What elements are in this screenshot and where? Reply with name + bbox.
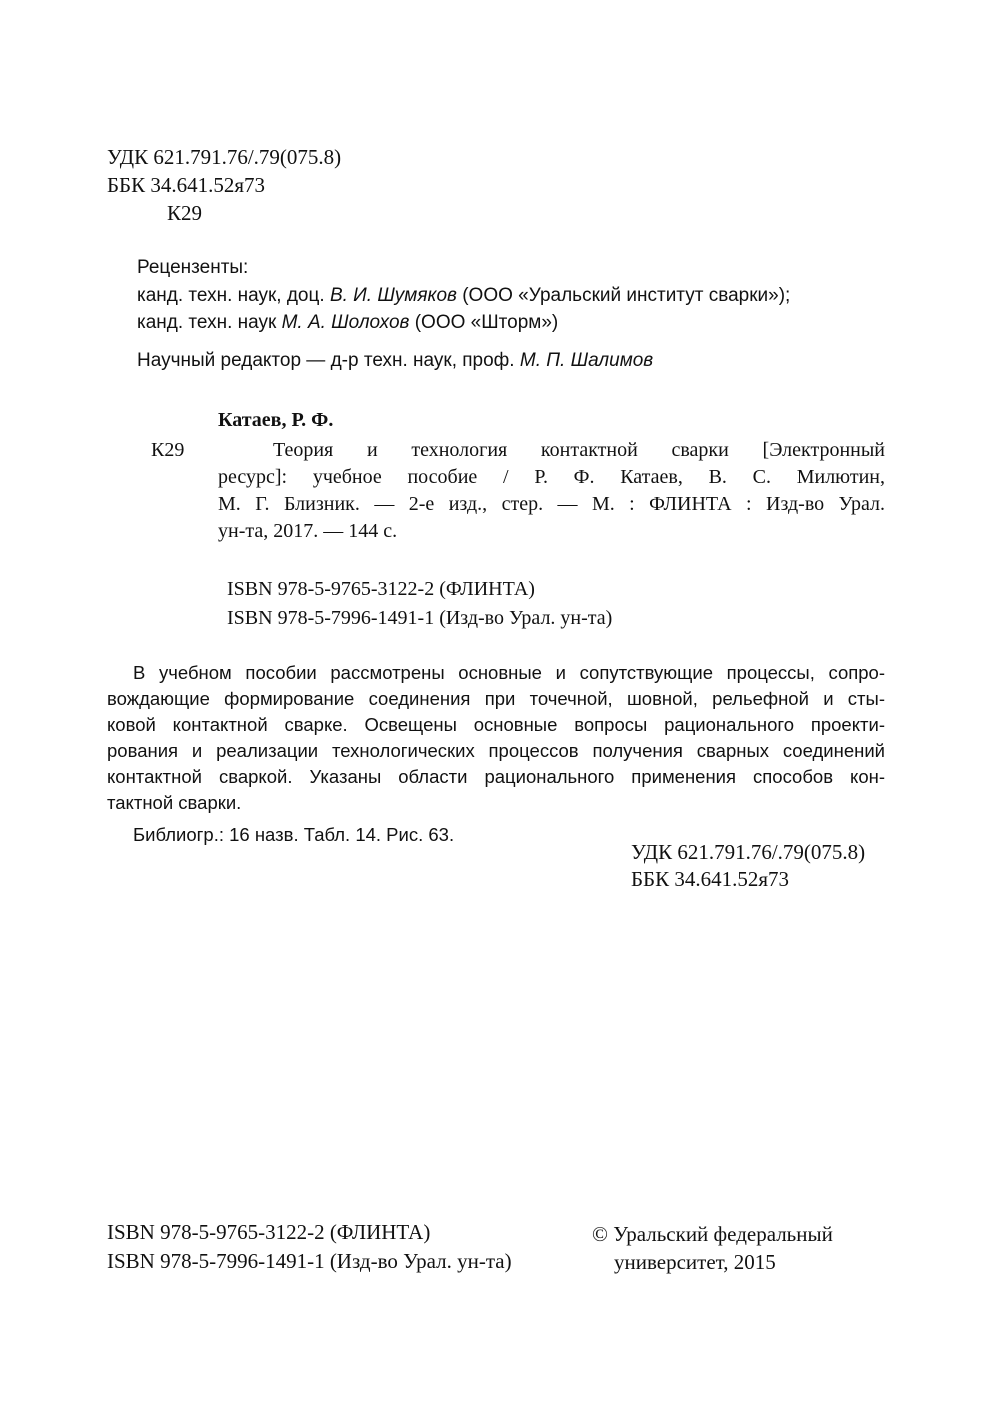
abstract-line: вождающие формирование соединения при точечной, шовной, рельефной и сты- bbox=[107, 688, 885, 709]
biblio-author: Катаев, Р. Ф. bbox=[218, 409, 334, 431]
biblio-isbn-1: ISBN 978-5-9765-3122-2 (ФЛИНТА) bbox=[227, 578, 535, 600]
abstract-line: контактной сваркой. Указаны области рационального применения способов кон- bbox=[107, 766, 885, 787]
reviewer-1-name: В. И. Шумяков bbox=[329, 285, 457, 306]
biblio-line-3: М. Г. Близник. — 2-е изд., стер. — М. : ФЛИНТА : Изд-во Урал. bbox=[218, 493, 885, 515]
bbk-code: ББК 34.641.52я73 bbox=[107, 173, 266, 197]
reviewer-1-org: (ООО «Уральский институт сварки»); bbox=[462, 285, 791, 306]
biblio-note: Библиогр.: 16 назв. Табл. 14. Рис. 63. bbox=[133, 824, 455, 845]
reviewer-1-prefix: канд. техн. наук, доц. bbox=[137, 285, 325, 306]
copyright-line-1: © Уральский федеральный bbox=[592, 1222, 833, 1246]
footer-isbn-1: ISBN 978-5-9765-3122-2 (ФЛИНТА) bbox=[107, 1220, 431, 1244]
biblio-line-4: ун-та, 2017. — 144 с. bbox=[218, 520, 398, 542]
biblio-sign: К29 bbox=[151, 439, 185, 461]
reviewers-title: Рецензенты: bbox=[137, 257, 249, 278]
abstract-udk: УДК 621.791.76/.79(075.8) bbox=[631, 840, 866, 864]
abstract-bbk: ББК 34.641.52я73 bbox=[631, 867, 790, 891]
author-sign: К29 bbox=[167, 201, 203, 225]
biblio-line-2: ресурс]: учебное пособие / Р. Ф. Катаев, В. С. Милютин, bbox=[218, 466, 885, 488]
editor-prefix: Научный редактор — д-р техн. наук, проф. bbox=[137, 350, 515, 371]
abstract-line: ковой контактной сварке. Освещены основные вопросы рационального проекти- bbox=[107, 714, 885, 735]
reviewer-1 bbox=[137, 282, 790, 310]
reviewer-2-prefix: канд. техн. наук bbox=[137, 312, 277, 333]
udk-code: УДК 621.791.76/.79(075.8) bbox=[107, 145, 342, 169]
reviewer-2 bbox=[137, 309, 558, 337]
biblio-isbn-2: ISBN 978-5-7996-1491-1 (Изд-во Урал. ун-та) bbox=[227, 607, 613, 629]
abstract-line: В учебном пособии рассмотрены основные и сопутствующие процессы, сопро- bbox=[133, 662, 885, 683]
editor-name: М. П. Шалимов bbox=[519, 350, 654, 371]
abstract-line: рования и реализации технологических процессов получения сварных соединений bbox=[107, 740, 885, 761]
abstract bbox=[107, 660, 885, 848]
scientific-editor bbox=[137, 347, 653, 375]
abstract-line: тактной сварки. bbox=[107, 792, 242, 813]
biblio-line-1: Теория и технология контактной сварки [Электронный bbox=[273, 439, 885, 461]
footer-isbn-2: ISBN 978-5-7996-1491-1 (Изд-во Урал. ун-та) bbox=[107, 1249, 512, 1273]
copyright-line-2: университет, 2015 bbox=[614, 1250, 776, 1274]
reviewer-2-name: М. А. Шолохов bbox=[281, 312, 410, 333]
reviewer-2-org: (ООО «Шторм») bbox=[414, 312, 559, 333]
